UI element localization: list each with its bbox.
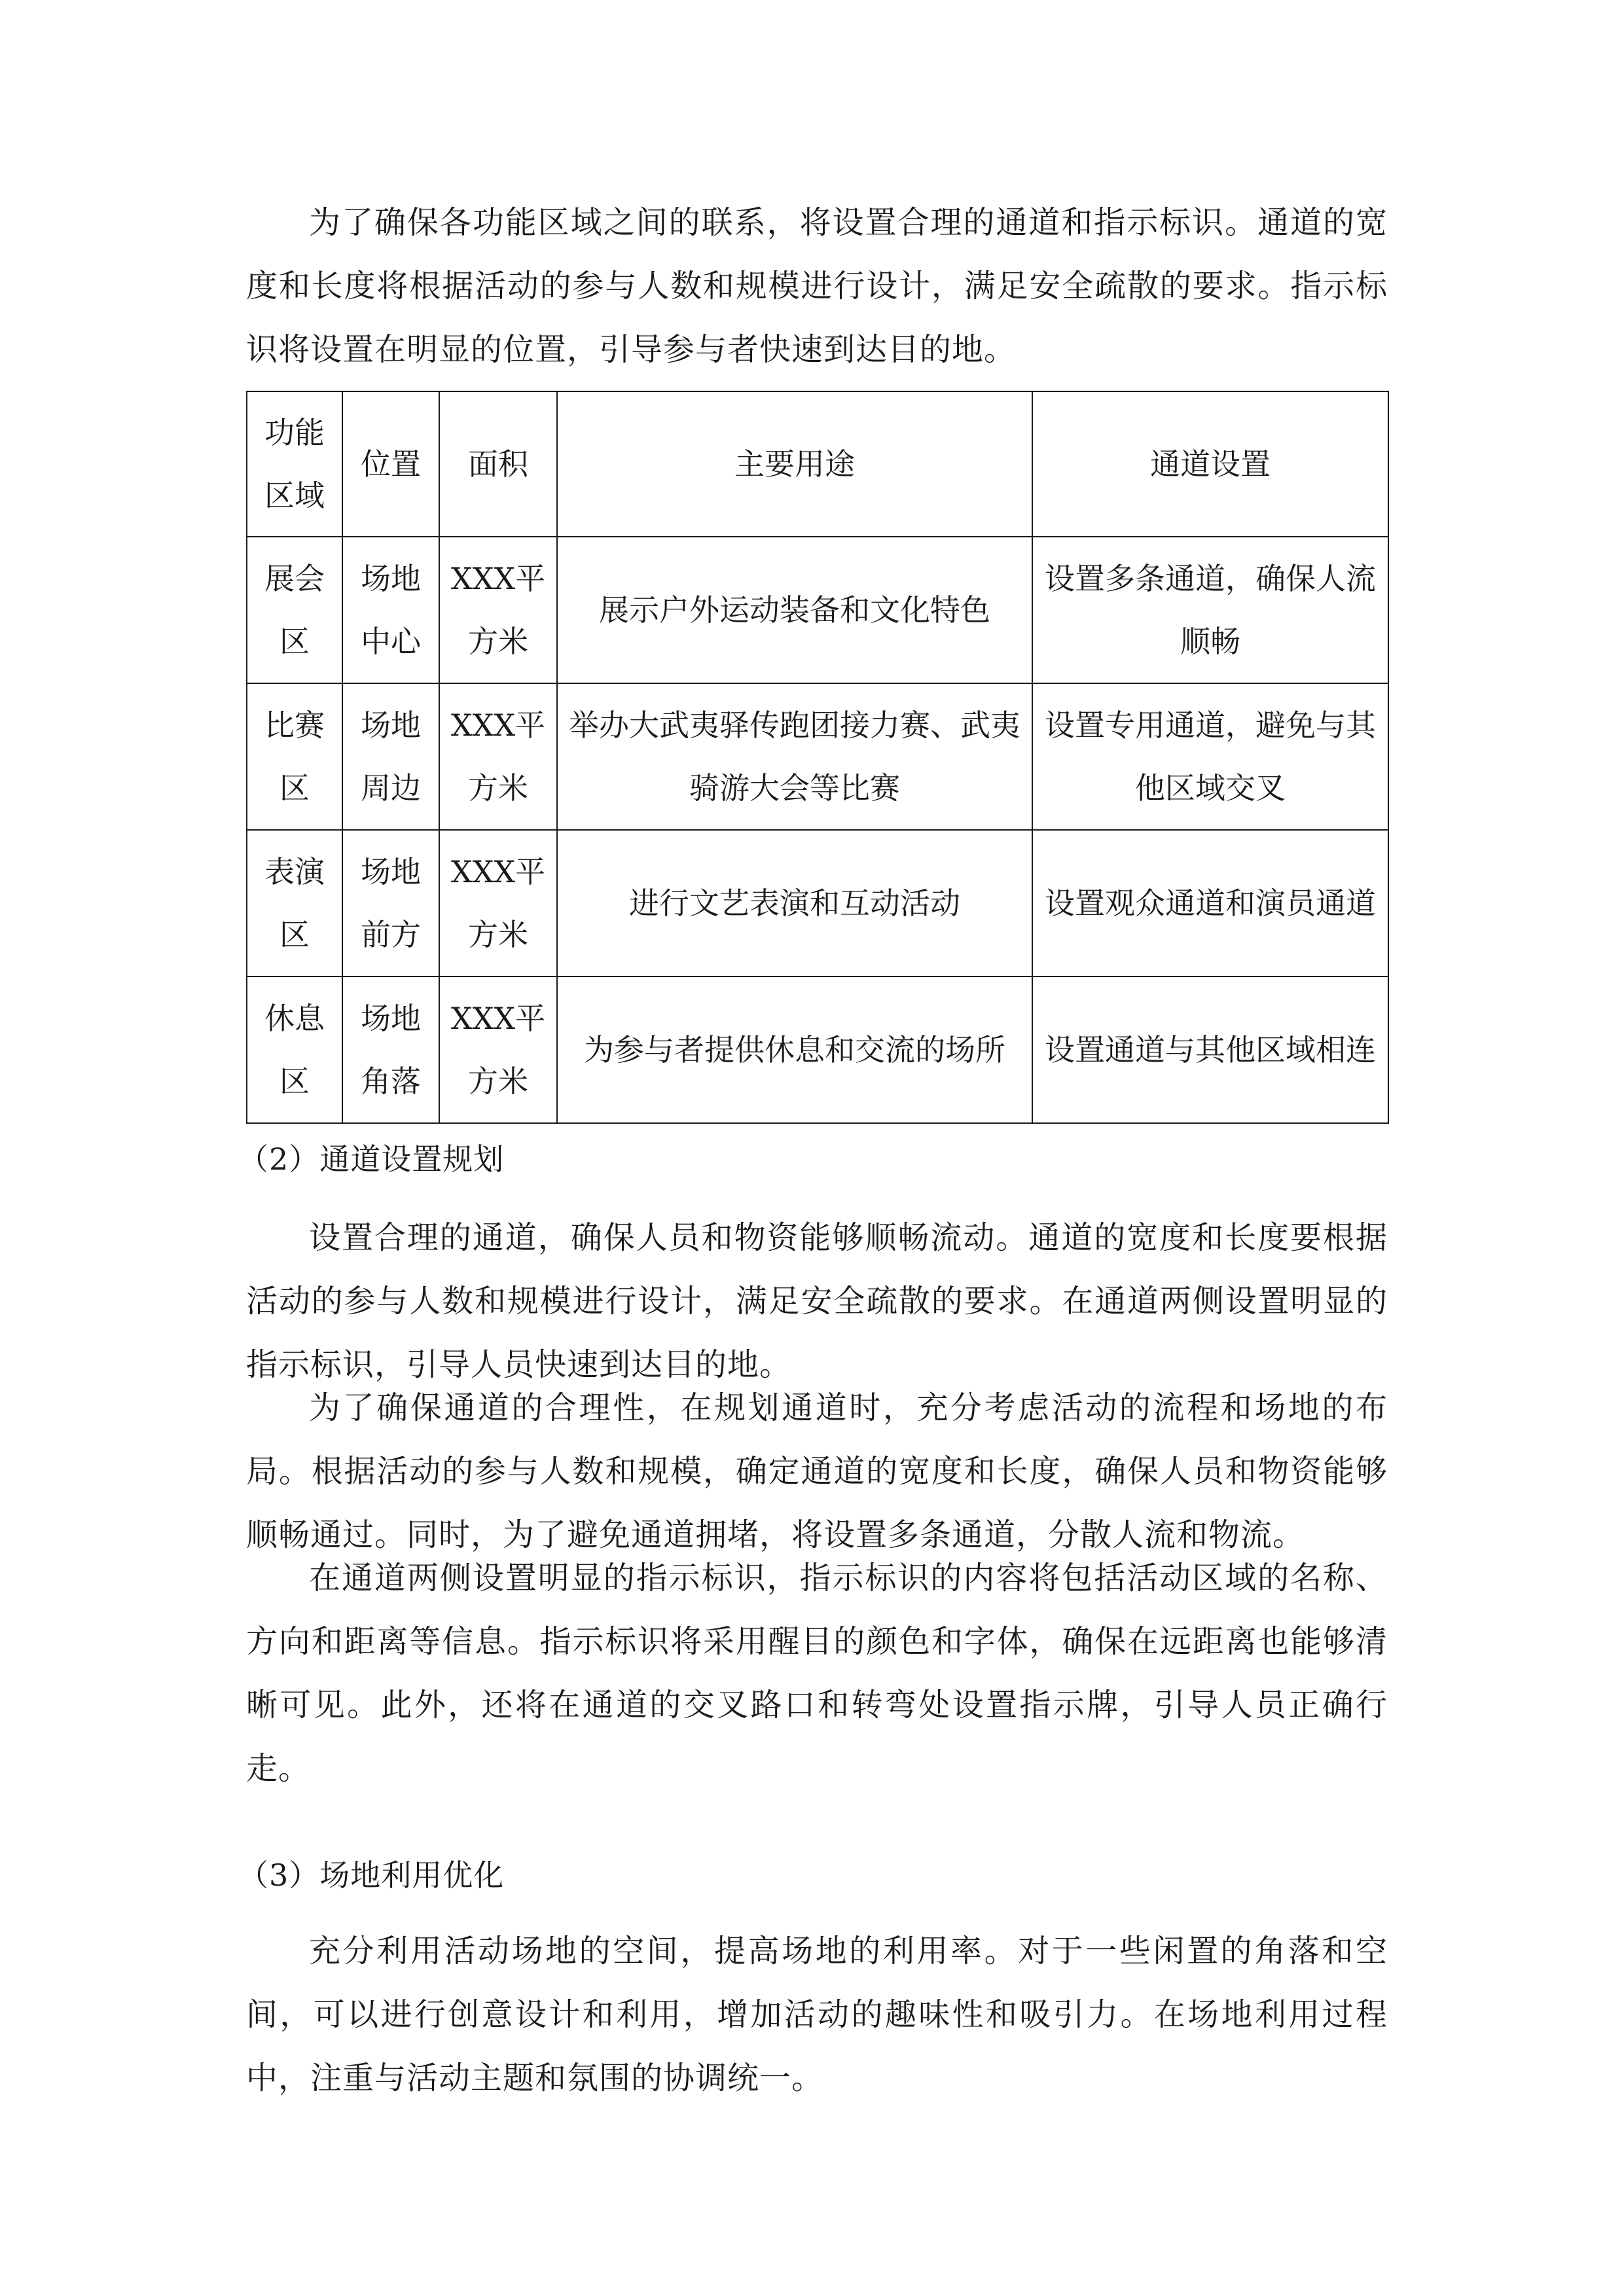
cell-passage: 设置多条通道，确保人流顺畅 xyxy=(1032,537,1388,683)
cell-area: XXX平方米 xyxy=(439,977,557,1123)
cell-location: 场地中心 xyxy=(342,537,439,683)
section-3-heading: （3）场地利用优化 xyxy=(238,1857,505,1893)
section-2-paragraph-1: 设置合理的通道，确保人员和物资能够顺畅流动。通道的宽度和长度要根据活动的参与人数和规模进行设计，满足安全疏散的要求。在通道两侧设置明显的指示标识，引导人员快速到达目的地。 xyxy=(246,1219,1388,1383)
table-header-row xyxy=(247,391,1388,537)
function-zone-table xyxy=(246,391,1389,1124)
section-2-paragraph-3: 在通道两侧设置明显的指示标识，指示标识的内容将包括活动区域的名称、方向和距离等信息。指示标识将采用醒目的颜色和字体，确保在远距离也能够清晰可见。此外，还将在通道的交叉路口和转弯处设置指示牌，引导人员正确行走。 xyxy=(246,1560,1388,1787)
section-2-paragraph-2: 为了确保通道的合理性，在规划通道时，充分考虑活动的流程和场地的布局。根据活动的参与人数和规模，确定通道的宽度和长度，确保人员和物资能够顺畅通过。同时，为了避免通道拥堵，将设置多条通道，分散人流和物流。 xyxy=(246,1390,1388,1553)
header-area: 面积 xyxy=(439,391,557,537)
table-row xyxy=(247,977,1388,1123)
cell-zone: 展会区 xyxy=(247,537,342,683)
header-passage: 通道设置 xyxy=(1032,391,1388,537)
section-3-paragraph-1: 充分利用活动场地的空间，提高场地的利用率。对于一些闲置的角落和空间，可以进行创意设计和利用，增加活动的趣味性和吸引力。在场地利用过程中，注重与活动主题和氛围的协调统一。 xyxy=(246,1933,1388,2096)
cell-purpose: 展示户外运动装备和文化特色 xyxy=(557,537,1032,683)
cell-location: 场地角落 xyxy=(342,977,439,1123)
table-row xyxy=(247,537,1388,683)
cell-area: XXX平方米 xyxy=(439,683,557,830)
cell-passage: 设置观众通道和演员通道 xyxy=(1032,830,1388,977)
cell-location: 场地周边 xyxy=(342,683,439,830)
cell-zone: 休息区 xyxy=(247,977,342,1123)
cell-passage: 设置通道与其他区域相连 xyxy=(1032,977,1388,1123)
table-row xyxy=(247,830,1388,977)
section-2-heading: （2）通道设置规划 xyxy=(238,1141,505,1177)
header-location: 位置 xyxy=(342,391,439,537)
cell-purpose: 进行文艺表演和互动活动 xyxy=(557,830,1032,977)
cell-area: XXX平方米 xyxy=(439,537,557,683)
intro-paragraph: 为了确保各功能区域之间的联系，将设置合理的通道和指示标识。通道的宽度和长度将根据活动的参与人数和规模进行设计，满足安全疏散的要求。指示标识将设置在明显的位置，引导参与者快速到达目的地。 xyxy=(246,204,1388,368)
header-zone: 功能区域 xyxy=(247,391,342,537)
cell-zone: 比赛区 xyxy=(247,683,342,830)
cell-passage: 设置专用通道，避免与其他区域交叉 xyxy=(1032,683,1388,830)
cell-purpose: 为参与者提供休息和交流的场所 xyxy=(557,977,1032,1123)
cell-zone: 表演区 xyxy=(247,830,342,977)
header-purpose: 主要用途 xyxy=(557,391,1032,537)
table-row xyxy=(247,683,1388,830)
cell-area: XXX平方米 xyxy=(439,830,557,977)
cell-purpose: 举办大武夷驿传跑团接力赛、武夷骑游大会等比赛 xyxy=(557,683,1032,830)
cell-location: 场地前方 xyxy=(342,830,439,977)
